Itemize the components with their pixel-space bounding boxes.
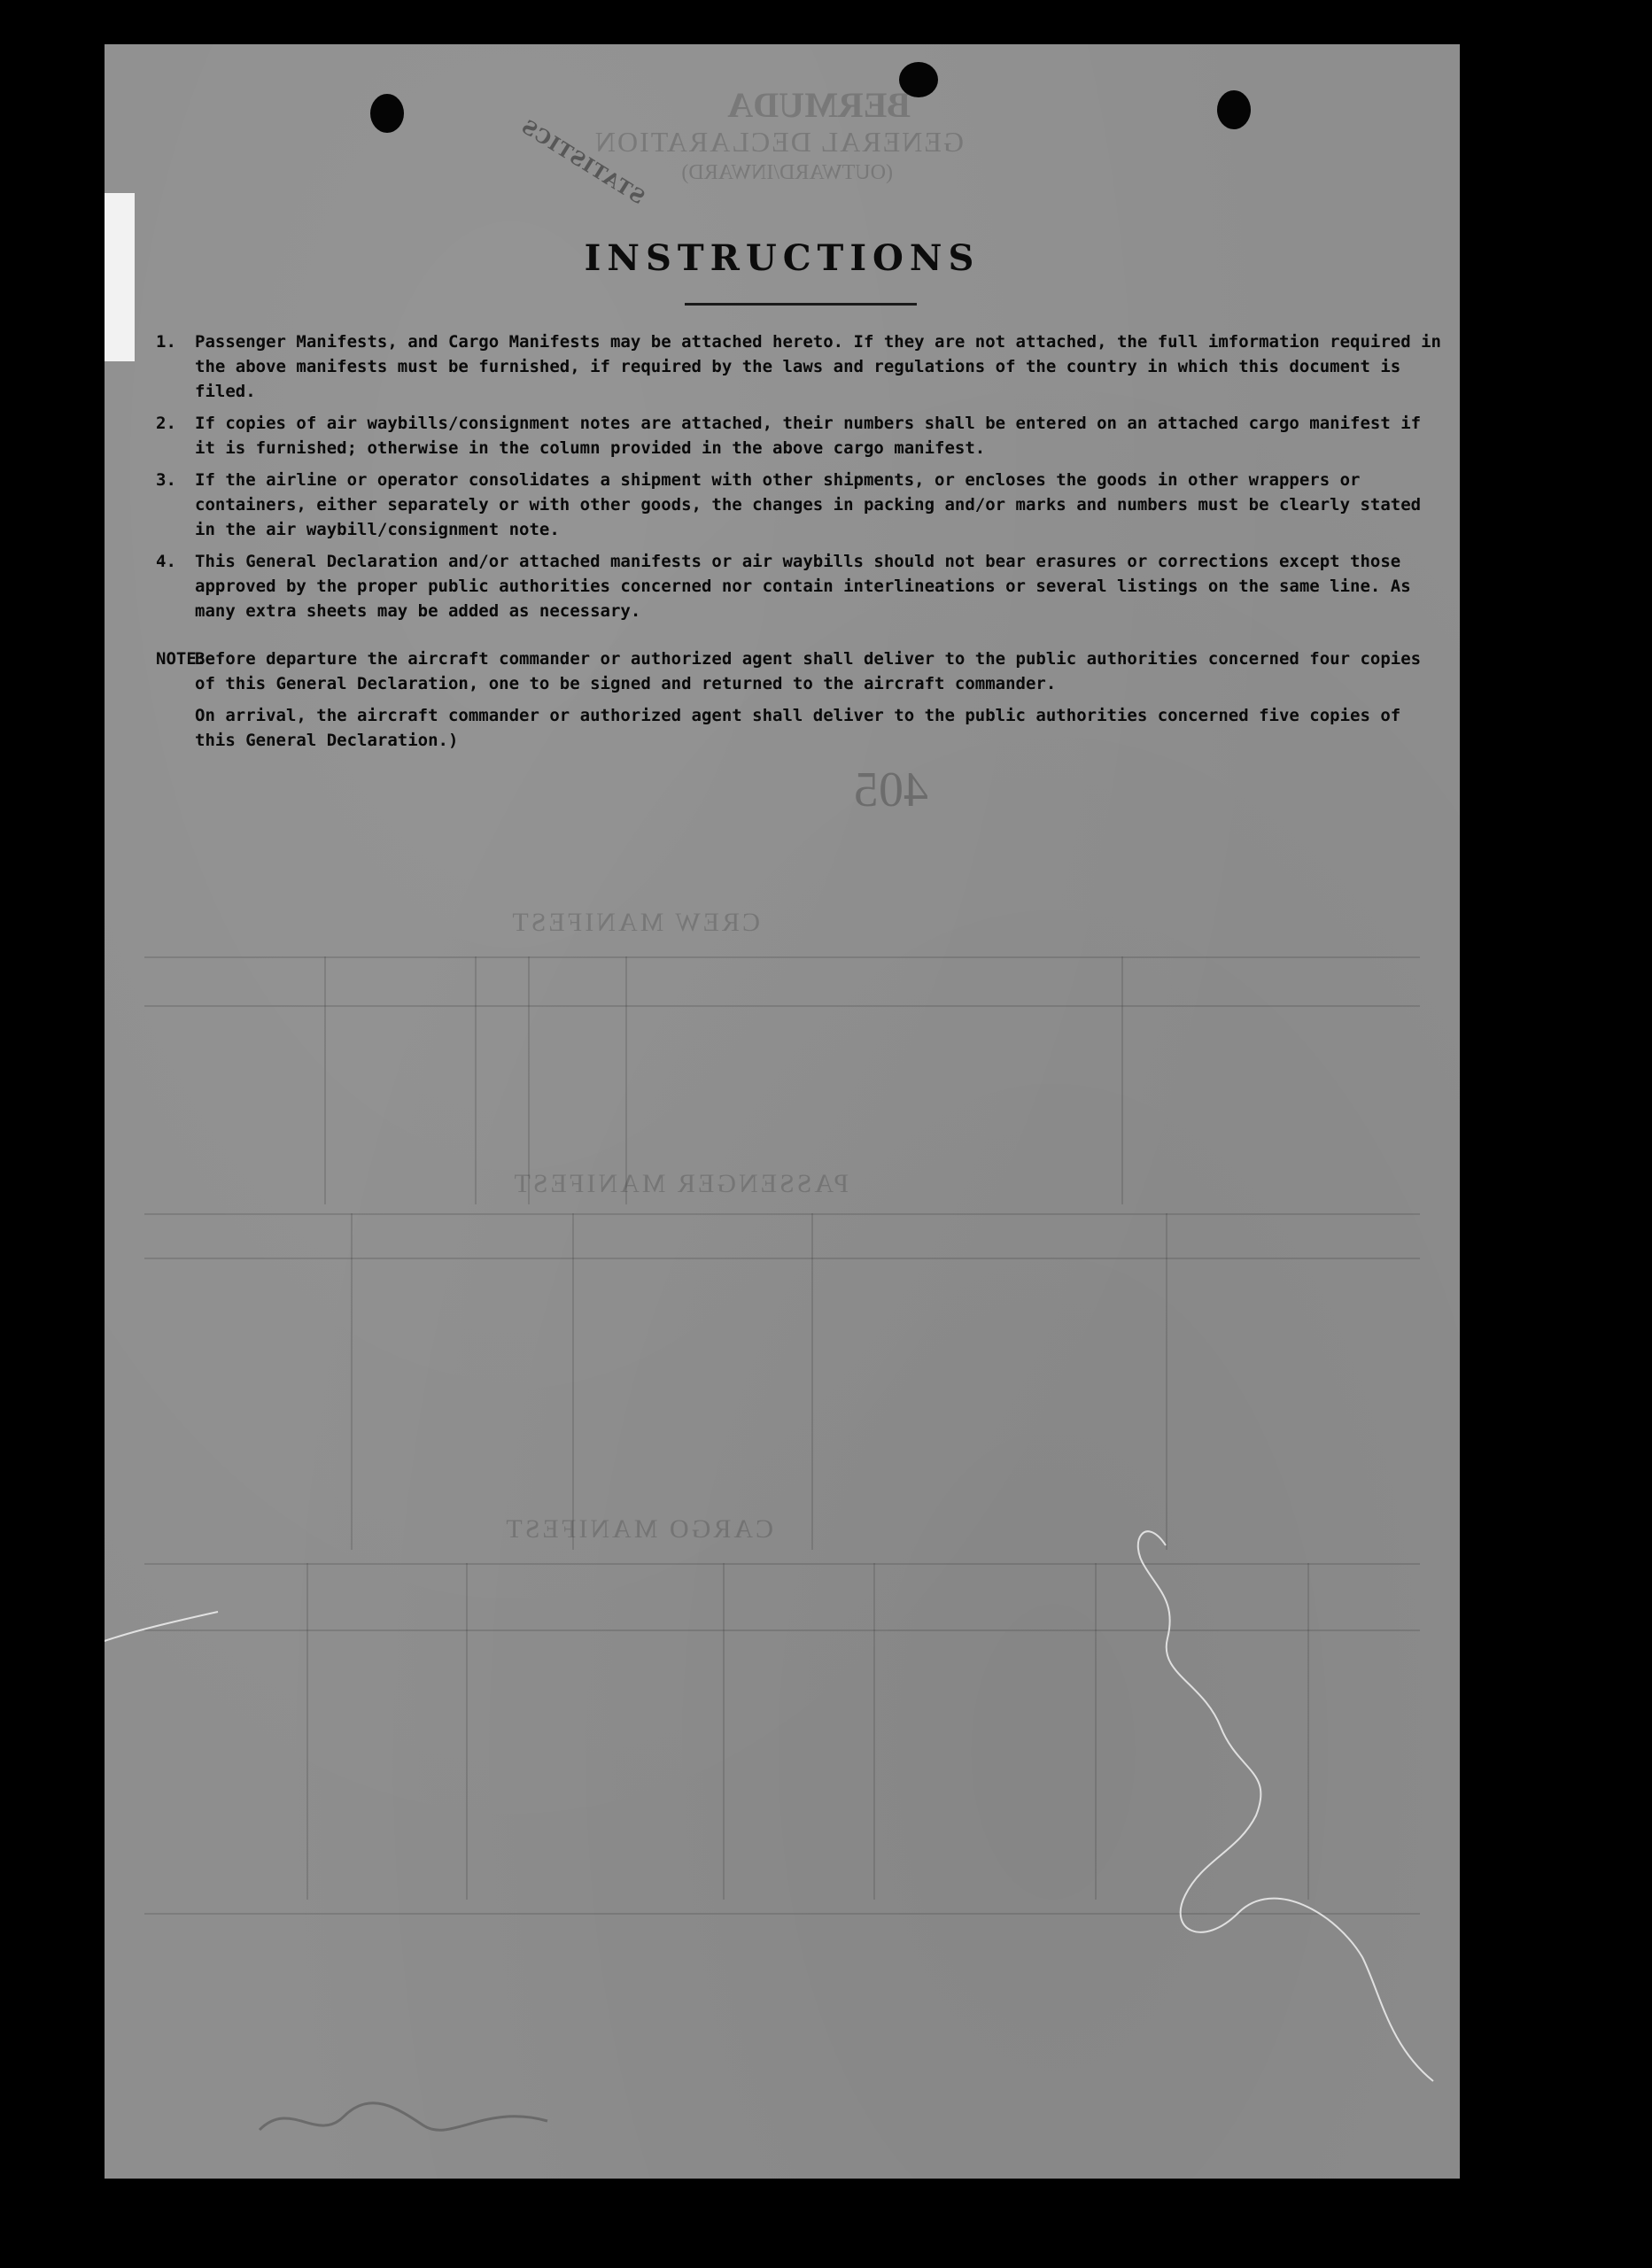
statistics-stamp: STATISTICS xyxy=(516,114,649,210)
instruction-text: If copies of air waybills/consignment notes are attached, their numbers shall be entered on an attached cargo manifest if it is furnished; otherwise in the column provided in the above cargo manifest. xyxy=(195,414,1422,458)
scan-fibre-mark xyxy=(105,44,1460,2179)
instruction-text: If the airline or operator consolidates a shipment with other shipments, or encloses the goods in other wrappers or containers, either separately or with other goods, the changes in packing and/or marks and numbers must be clearly stated in the air waybill/consignment note. xyxy=(195,470,1422,539)
ghost-header-direction: (OUTWARD/INWARD) xyxy=(681,161,893,184)
instruction-text: Passenger Manifests, and Cargo Manifests may be attached hereto. If they are not attached, the full imformation required in the above manifests must be furnished, if required by the laws and regulations of the country in which this document is filed. xyxy=(195,332,1441,401)
ghost-header-title: BERMUDA xyxy=(727,85,911,125)
note-label: NOTE: xyxy=(156,649,207,669)
note-departure-text: Before departure the aircraft commander or authorized agent shall deliver to the public authorities concerned four copies of this General Declaration, one to be signed and returned to the aircraft commander. xyxy=(195,649,1422,693)
document-sheet xyxy=(105,44,1460,2179)
instruction-number: 2. xyxy=(156,414,176,433)
ghost-number-mark: 405 xyxy=(854,762,928,817)
ghost-crew-manifest: CREW MANIFEST xyxy=(509,908,760,937)
instruction-number: 3. xyxy=(156,470,176,490)
note-arrival-text: On arrival, the aircraft commander or authorized agent shall deliver to the public authorities concerned five copies of this General Declaration.) xyxy=(195,706,1401,750)
ghost-passenger-manifest: PASSENGER MANIFEST xyxy=(511,1169,849,1198)
instruction-text: This General Declaration and/or attached manifests or air waybills should not bear erasures or corrections except those approved by the proper public authorities concerned nor contain interlineations or several listings on the same line. As many extra sheets may be added as necessary. xyxy=(195,552,1411,621)
ghost-header-subtitle: GENERAL DECLARATION xyxy=(593,126,964,158)
page-title: INSTRUCTIONS xyxy=(584,237,981,279)
ghost-cargo-manifest: CARGO MANIFEST xyxy=(503,1514,773,1544)
instruction-number: 4. xyxy=(156,552,176,571)
instruction-number: 1. xyxy=(156,332,176,352)
